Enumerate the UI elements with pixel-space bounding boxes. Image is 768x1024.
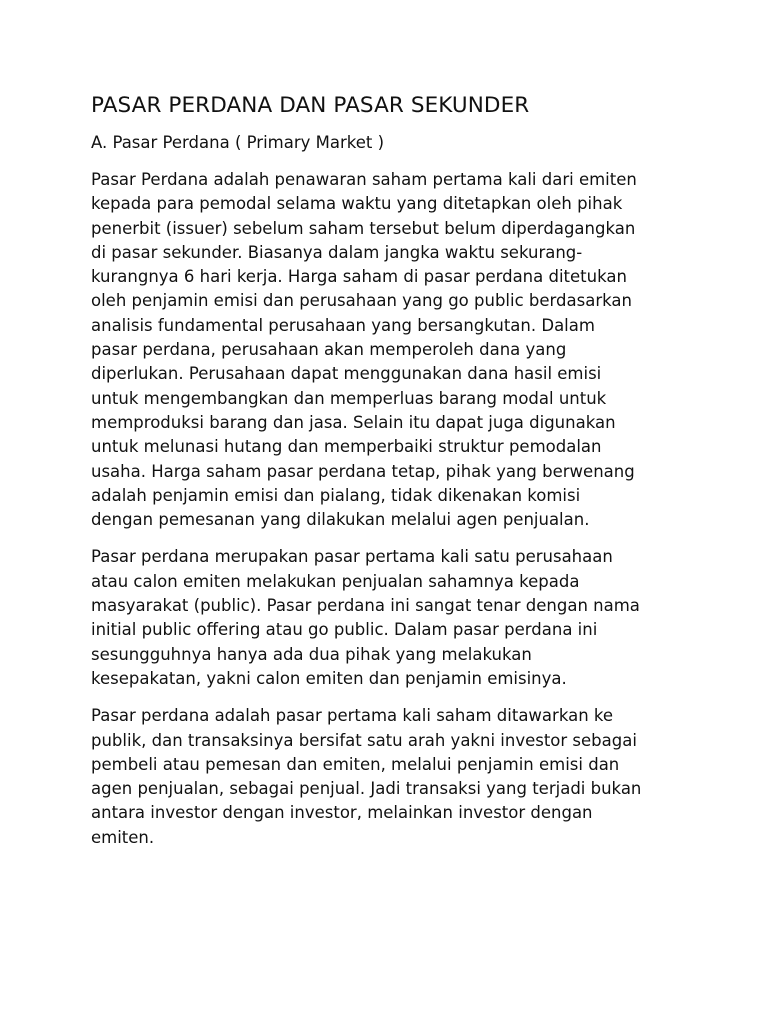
- text-line: usaha. Harga saham pasar perdana tetap, pihak yang berwenang: [91, 461, 635, 481]
- text-line: analisis fundamental perusahaan yang bersangkutan. Dalam: [91, 315, 595, 335]
- document-page: [91, 92, 681, 863]
- text-line: di pasar sekunder. Biasanya dalam jangka waktu sekurang-: [91, 242, 583, 262]
- text-line: kepada para pemodal selama waktu yang ditetapkan oleh pihak: [91, 194, 623, 214]
- text-line: publik, dan transaksinya bersifat satu arah yakni investor sebagai: [91, 730, 637, 750]
- text-line: masyarakat (public). Pasar perdana ini sangat tenar dengan nama: [91, 596, 640, 616]
- text-line: pembeli atau pemesan dan emiten, melalui penjamin emisi dan: [91, 754, 620, 774]
- text-line: emiten.: [91, 827, 155, 847]
- text-line: initial public offering atau go public. Dalam pasar perdana ini: [91, 620, 598, 640]
- paragraph: [91, 168, 681, 532]
- text-line: agen penjualan, sebagai penjual. Jadi transaksi yang terjadi bukan: [91, 779, 642, 799]
- text-line: untuk melunasi hutang dan memperbaiki struktur pemodalan: [91, 437, 602, 457]
- text-line: dengan pemesanan yang dilakukan melalui agen penjualan.: [91, 510, 590, 530]
- text-line: atau calon emiten melakukan penjualan sahamnya kepada: [91, 571, 580, 591]
- text-line: Pasar Perdana adalah penawaran saham pertama kali dari emiten: [91, 170, 637, 189]
- paragraph: [91, 545, 681, 691]
- text-line: oleh penjamin emisi dan perusahaan yang go public berdasarkan: [91, 291, 632, 311]
- text-line: memproduksi barang dan jasa. Selain itu dapat juga digunakan: [91, 412, 616, 432]
- text-line: diperlukan. Perusahaan dapat menggunakan dana hasil emisi: [91, 364, 602, 384]
- paragraph: [91, 704, 681, 850]
- text-line: untuk mengembangkan dan memperluas barang modal untuk: [91, 388, 607, 408]
- document-title: PASAR PERDANA DAN PASAR SEKUNDER: [91, 93, 530, 118]
- text-line: antara investor dengan investor, melainkan investor dengan: [91, 803, 593, 823]
- text-line: kesepakatan, yakni calon emiten dan penjamin emisinya.: [91, 668, 567, 688]
- text-line: pasar perdana, perusahaan akan memperoleh dana yang: [91, 340, 567, 360]
- text-line: penerbit (issuer) sebelum saham tersebut belum diperdagangkan: [91, 218, 636, 238]
- text-line: adalah penjamin emisi dan pialang, tidak dikenakan komisi: [91, 485, 581, 505]
- text-line: sesungguhnya hanya ada dua pihak yang melakukan: [91, 644, 532, 664]
- text-line: Pasar perdana merupakan pasar pertama kali satu perusahaan: [91, 547, 613, 567]
- text-line: kurangnya 6 hari kerja. Harga saham di pasar perdana ditetukan: [91, 267, 627, 287]
- text-line: Pasar perdana adalah pasar pertama kali saham ditawarkan ke: [91, 706, 614, 726]
- section-heading: A. Pasar Perdana ( Primary Market ): [91, 133, 385, 152]
- document-body: [91, 168, 681, 850]
